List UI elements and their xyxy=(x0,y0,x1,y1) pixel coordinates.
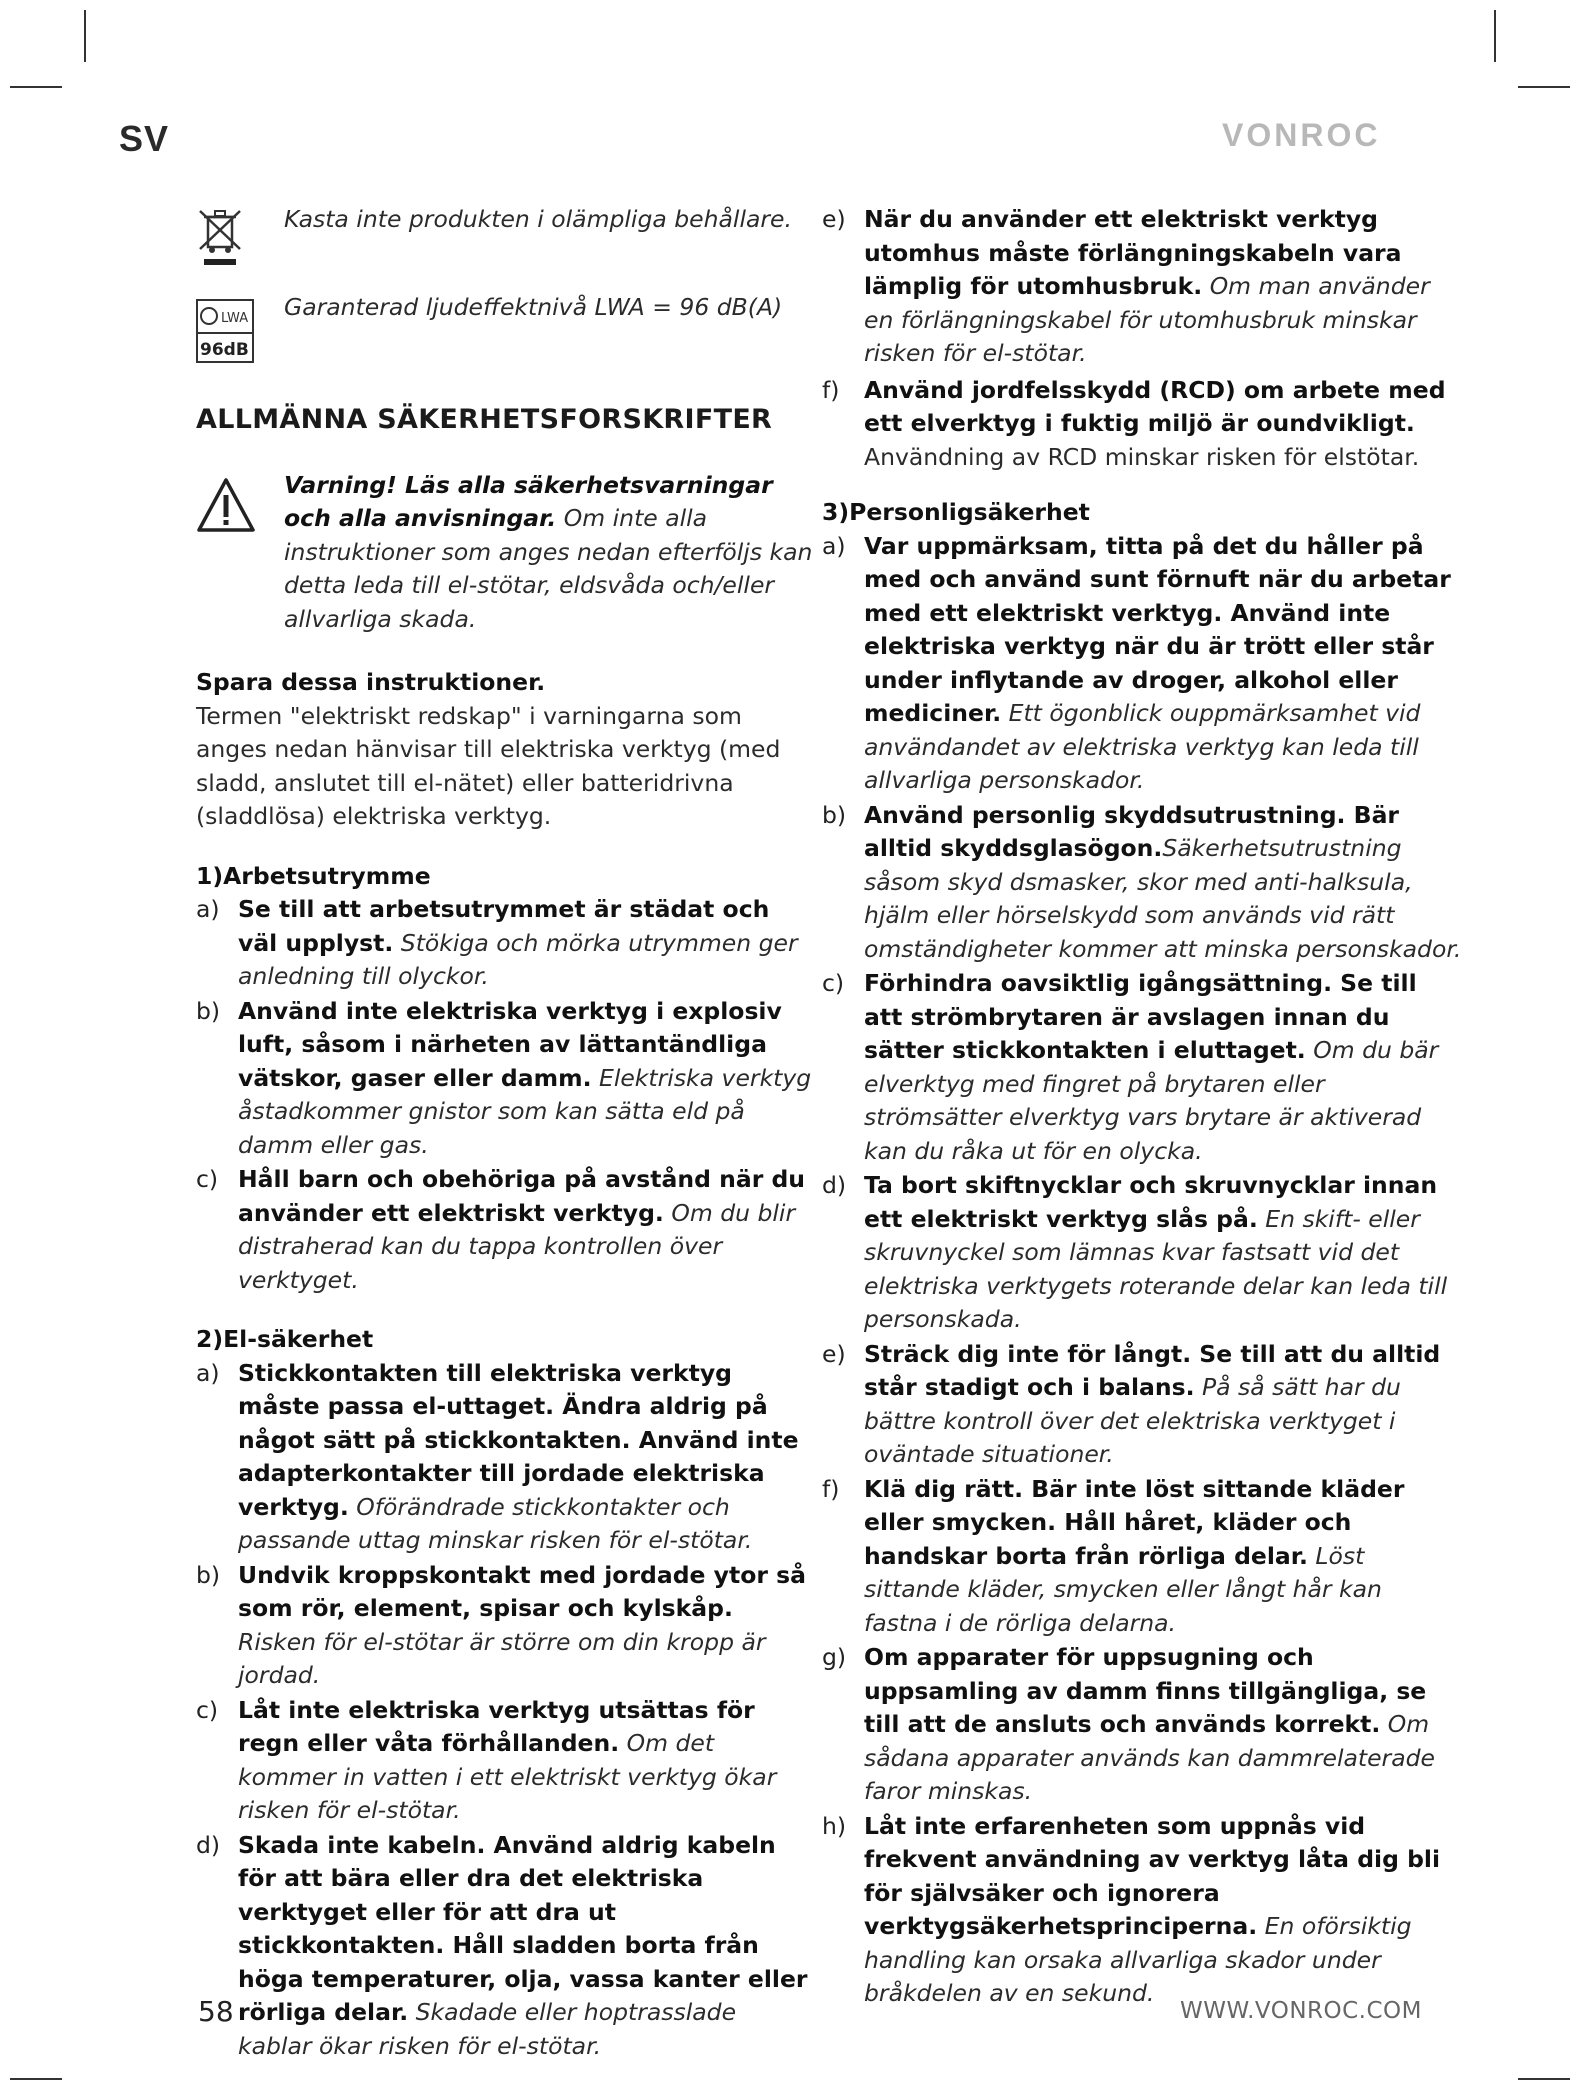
item-text: Om det kommer in vatten i ett elektriskt verktyg ökar risken för el-stötar. xyxy=(238,1729,777,1824)
item-text: Användning av RCD minskar risken för elstötar. xyxy=(864,442,1420,471)
item-label: c) xyxy=(196,1165,219,1193)
item-label: f) xyxy=(822,1474,840,1503)
item-bold: Skada inte kabeln. Använd aldrig kabeln för att bära eller dra det elektriska verktyget eller för att dra ut stickkontakten. Håll sladden borta från höga temperaturer, olja, vassa kanter eller rörliga delar. xyxy=(238,1830,808,2026)
item-label: b) xyxy=(196,1560,221,1589)
item-text: Stökiga och mörka utrymmen ger anledning till olyckor. xyxy=(238,928,798,990)
item-bold: Låt inte erfarenheten som uppnås vid frekvent användning av verktyg låta dig bli för självsäker och ignorera verktygsäkerhetsprinciperna. xyxy=(864,1811,1441,1940)
vonroc-logo xyxy=(1222,116,1382,156)
item-label: f) xyxy=(822,375,840,404)
item-label: b) xyxy=(822,800,847,829)
badge-lwa-text: LWA xyxy=(221,311,249,326)
save-title: Spara dessa instruktioner. xyxy=(196,668,546,696)
list-item xyxy=(822,1169,1462,1337)
badge-db-text: 96dB xyxy=(200,340,249,360)
list-item xyxy=(196,1163,816,1297)
item-text: På så sätt har du bättre kontroll över det elektriska verktyget i oväntade situationer. xyxy=(864,1373,1401,1468)
list-item xyxy=(196,1559,816,1693)
left-column xyxy=(196,203,816,2064)
crop-mark xyxy=(84,10,86,62)
item-text: Löst sittande kläder, smycken eller långt hår kan fastna i de rörliga delarna. xyxy=(864,1541,1382,1637)
save-text: Termen "elektriskt redskap" i varningarna som anges nedan hänvisar till elektriska verktyg (med sladd, anslutet till el-nätet) eller batteridrivna (sladdlösa) elektriska verktyg. xyxy=(196,701,781,830)
item-text: Om du bär elverktyg med fingret på brytaren eller strömsätter elverktyg vars brytare är aktiverad kan du råka ut för en olycka. xyxy=(864,1036,1439,1165)
section-1-title: 1)Arbetsutrymme xyxy=(196,861,431,890)
crop-mark xyxy=(1494,10,1496,62)
list-item xyxy=(822,1338,1462,1472)
item-label: h) xyxy=(822,1811,847,1840)
list-item xyxy=(196,893,816,994)
item-label: c) xyxy=(196,1695,219,1724)
list-item xyxy=(822,799,1462,967)
crop-mark xyxy=(10,2078,62,2080)
item-label: g) xyxy=(822,1643,847,1671)
item-bold: Använd jordfelsskydd (RCD) om arbete med ett elverktyg i fuktig miljö är oundvikligt. xyxy=(864,375,1446,437)
list-item xyxy=(822,374,1462,475)
item-label: b) xyxy=(196,996,221,1025)
item-label: a) xyxy=(196,895,220,923)
item-text: Skadade eller hoptrasslade kablar ökar risken för el-stötar. xyxy=(238,1998,737,2060)
list-item xyxy=(822,1810,1462,2011)
warning-text: Om inte alla instruktioner som anges nedan efterföljs kan detta leda till el-stötar, eldsvåda och/eller allvarliga skada. xyxy=(284,504,813,633)
crop-mark xyxy=(1518,86,1570,88)
item-text: En skift- eller skruvnyckel som lämnas kvar fastsatt vid det elektriska verktygets roterande delar kan leda till personskada. xyxy=(864,1204,1448,1333)
item-text: Säkerhetsutrustning såsom skyd dsmasker, skor med anti-halksula, hjälm eller hörselskydd som används vid rätt omständigheter kommer att minska personskador. xyxy=(864,834,1462,963)
list-item xyxy=(822,967,1462,1168)
save-instructions xyxy=(196,666,816,834)
item-label: c) xyxy=(822,969,845,997)
list-item xyxy=(822,203,1462,371)
item-text: Om sådana apparater används kan dammrelaterade faror minskas. xyxy=(864,1710,1435,1805)
item-bold: Undvik kroppskontakt med jordade ytor så som rör, element, spisar och kylskåp. xyxy=(238,1560,806,1622)
list-item xyxy=(822,1473,1462,1641)
disposal-row xyxy=(196,203,816,273)
item-bold: Använd inte elektriska verktyg i explosiv luft, såsom i närheten av lättantändliga vätskor, gaser eller damm. xyxy=(238,996,782,1092)
item-label: d) xyxy=(822,1171,847,1199)
list-item xyxy=(196,1357,816,1558)
item-bold: Låt inte elektriska verktyg utsättas för regn eller våta förhållanden. xyxy=(238,1695,755,1757)
item-bold: Stickkontakten till elektriska verktyg måste passa el-uttaget. Ändra aldrig på något sätt på stickkontakten. Använd inte adapterkontakter till jordade elektriska verktyg. xyxy=(238,1358,799,1521)
disposal-text: Kasta inte produkten i olämpliga behållare. xyxy=(284,205,792,233)
item-text: Elektriska verktyg åstadkommer gnistor som kan sätta eld på damm eller gas. xyxy=(238,1063,812,1159)
warning-triangle-icon xyxy=(196,477,256,543)
crop-mark xyxy=(10,86,62,88)
list-item xyxy=(196,1829,816,2064)
item-label: e) xyxy=(822,205,846,233)
list-item xyxy=(822,1641,1462,1809)
item-text: Om du blir distraherad kan du tappa kontrollen över verktyget. xyxy=(238,1198,796,1294)
item-bold: Klä dig rätt. Bär inte löst sittande kläder eller smycken. Håll håret, kläder och handskar borta från rörliga delar. xyxy=(864,1474,1405,1570)
brand-text: VONROC xyxy=(1222,117,1381,153)
crossed-bin-icon xyxy=(196,203,246,279)
section-3-title: 3)Personligsäkerhet xyxy=(822,498,1090,526)
warning-bold-text: Varning! Läs alla säkerhetsvarningar och alla anvisningar. xyxy=(284,470,773,532)
item-bold: Använd personlig skyddsutrustning. Bär alltid skyddsglasögon. xyxy=(864,800,1400,862)
item-bold: Förhindra oavsiktlig igångsättning. Se till att strömbrytaren är avslagen innan du sätter stickkontakten i eluttaget. xyxy=(864,969,1417,1064)
sound-level-row xyxy=(196,291,816,361)
item-bold: När du använder ett elektriskt verktyg utomhus måste förlängningskabeln vara lämplig för utomhusbruk. xyxy=(864,205,1402,300)
warning-row xyxy=(196,469,816,637)
item-bold: Var uppmärksam, titta på det du håller på med och använd sunt förnuft när du arbetar med ett elektriskt verktyg. Använd inte elektriska verktyg när du är trött eller står under inflytande av droger, alkohol eller mediciner. xyxy=(864,531,1451,727)
language-code: SV xyxy=(119,118,170,159)
sound-power-badge-icon xyxy=(196,299,254,373)
right-column xyxy=(822,203,1462,2012)
item-text: Ett ögonblick ouppmärksamhet vid användandet av elektriska verktyg kan leda till allvarliga personskador. xyxy=(864,699,1421,794)
section-2-title: 2)El-säkerhet xyxy=(196,1325,374,1353)
page-number: 58 xyxy=(198,1995,234,2028)
item-bold: Se till att arbetsutrymmet är städat och väl upplyst. xyxy=(238,895,770,957)
list-item xyxy=(196,995,816,1163)
sound-level-text: Garanterad ljudeffektnivå LWA = 96 dB(A) xyxy=(284,293,783,321)
website-url: WWW.VONROC.COM xyxy=(1180,1998,1422,2024)
list-item xyxy=(822,530,1462,798)
item-label: e) xyxy=(822,1339,846,1368)
item-label: d) xyxy=(196,1830,221,1859)
crop-mark xyxy=(1518,2078,1570,2080)
item-text: Risken för el-stötar är större om din kropp är jordad. xyxy=(238,1627,766,1689)
item-text: Oförändrade stickkontakter och passande uttag minskar risken för el-stötar. xyxy=(238,1492,753,1554)
list-item xyxy=(196,1694,816,1828)
item-text: Om man använder en förlängningskabel för utomhusbruk minskar risken för el-stötar. xyxy=(864,272,1430,367)
item-text: En oförsiktig handling kan orsaka allvarliga skador under bråkdelen av en sekund. xyxy=(864,1912,1412,2007)
item-label: a) xyxy=(196,1358,220,1387)
item-bold: Ta bort skiftnycklar och skruvnycklar innan ett elektriskt verktyg slås på. xyxy=(864,1171,1438,1233)
item-label: a) xyxy=(822,531,846,560)
item-bold: Håll barn och obehöriga på avstånd när du använder ett elektriskt verktyg. xyxy=(238,1165,806,1227)
item-bold: Om apparater för uppsugning och uppsamling av damm finns tillgängliga, se till att de ansluts och används korrekt. xyxy=(864,1643,1427,1738)
section-heading: ALLMÄNNA SÄKERHETSFORSKRIFTER xyxy=(196,404,773,435)
item-bold: Sträck dig inte för långt. Se till att du alltid står stadigt och i balans. xyxy=(864,1339,1441,1401)
